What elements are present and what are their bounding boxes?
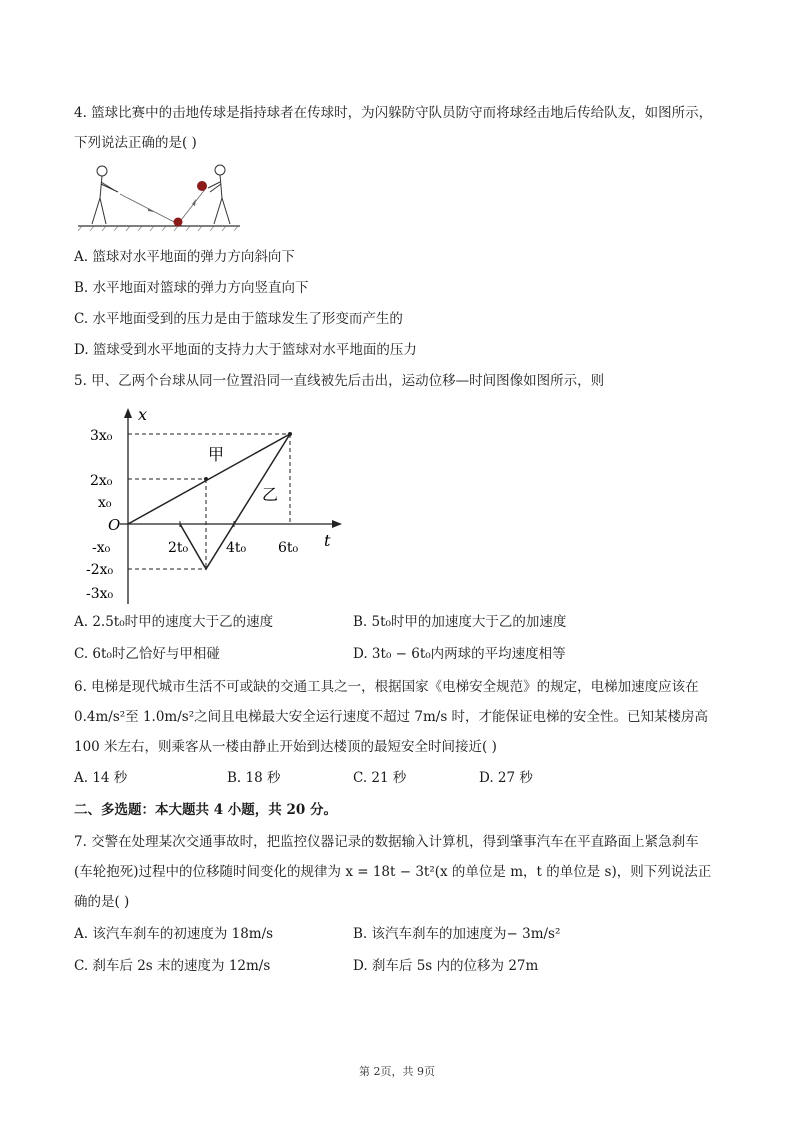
section-heading: 二、多选题：本大题共 4 小题，共 20 分。 [74, 802, 337, 818]
q6-line1: 6. 电梯是现代城市生活不可或缺的交通工具之一，根据国家《电梯安全规范》的规定，电梯加速度应该在 [74, 679, 699, 695]
axis-label-t: t [324, 531, 331, 550]
q7-option-b: B. 该汽车刹车的加速度为− 3m/s² [353, 926, 561, 942]
basketball-pass-figure [74, 162, 244, 234]
q7-line2: (车轮抱死)过程中的位移随时间变化的规律为 x = 18t − 3t²(x 的单位是 m，t 的单位是 s)，则下列说法正 [74, 864, 712, 880]
q4-option-a: A. 篮球对水平地面的弹力方向斜向下 [74, 249, 295, 265]
q4-stem-line1: 4. 篮球比赛中的击地传球是指持球者在传球时，为闪躲防守队员防守而将球经击地后传给队友，如图所示， [74, 105, 713, 121]
q5-option-c: C. 6t₀时乙恰好与甲相碰 [74, 646, 220, 662]
q6-option-c: C. 21 秒 [353, 770, 407, 786]
q6-option-a: A. 14 秒 [74, 770, 128, 786]
x-tick-6t0: 6t₀ [278, 540, 299, 556]
label-yi: 乙 [262, 485, 279, 504]
q6-option-b: B. 18 秒 [227, 770, 281, 786]
x-tick-4t0: 4t₀ [226, 540, 247, 556]
q4-option-b: B. 水平地面对篮球的弹力方向竖直向下 [74, 280, 309, 296]
q4-option-d: D. 篮球受到水平地面的支持力大于篮球对水平地面的压力 [74, 342, 417, 358]
q6-line2: 0.4m/s²至 1.0m/s²之间且电梯最大安全运行速度不超过 7m/s 时，才能保证电梯的安全性。已知某楼房高 [74, 709, 709, 725]
q6-option-d: D. 27 秒 [479, 770, 533, 786]
y-tick-2x0: 2x₀ [90, 473, 113, 489]
page-footer: 第 2页，共 9页 [359, 1065, 435, 1078]
y-tick-3x0: 3x₀ [90, 428, 113, 444]
q7-option-a: A. 该汽车刹车的初速度为 18m/s [74, 926, 274, 942]
origin-label: O [108, 516, 121, 534]
q5-option-d: D. 3t₀ − 6t₀内两球的平均速度相等 [353, 646, 566, 662]
y-tick-neg-3x0: -3x₀ [86, 586, 114, 602]
label-jia: 甲 [208, 445, 225, 464]
q5-option-a: A. 2.5t₀时甲的速度大于乙的速度 [74, 614, 274, 630]
q4-stem-line2: 下列说法正确的是( ) [74, 135, 197, 151]
y-tick-neg-x0: -x₀ [92, 540, 111, 556]
y-tick-neg-2x0: -2x₀ [86, 562, 114, 578]
q5-stem: 5. 甲、乙两个台球从同一位置沿同一直线被先后击出，运动位移—时间图像如图所示，则 [74, 373, 605, 389]
axis-label-x: x [138, 405, 148, 424]
q5-option-b: B. 5t₀时甲的加速度大于乙的加速度 [353, 614, 567, 630]
q7-option-c: C. 刹车后 2s 末的速度为 12m/s [74, 958, 271, 974]
q7-option-d: D. 刹车后 5s 内的位移为 27m [353, 958, 539, 974]
q7-line3: 确的是( ) [74, 894, 130, 910]
q7-line1: 7. 交警在处理某次交通事故时，把监控仪器记录的数据输入计算机，得到肇事汽车在平直路面上紧急刹车 [74, 834, 699, 850]
q6-line3: 100 米左右，则乘客从一楼由静止开始到达楼顶的最短安全时间接近( ) [74, 739, 497, 755]
q4-option-c: C. 水平地面受到的压力是由于篮球发生了形变而产生的 [74, 311, 403, 327]
x-tick-2t0: 2t₀ [168, 540, 189, 556]
y-tick-x0: x₀ [98, 495, 112, 511]
q5-xt-graph [80, 404, 350, 604]
